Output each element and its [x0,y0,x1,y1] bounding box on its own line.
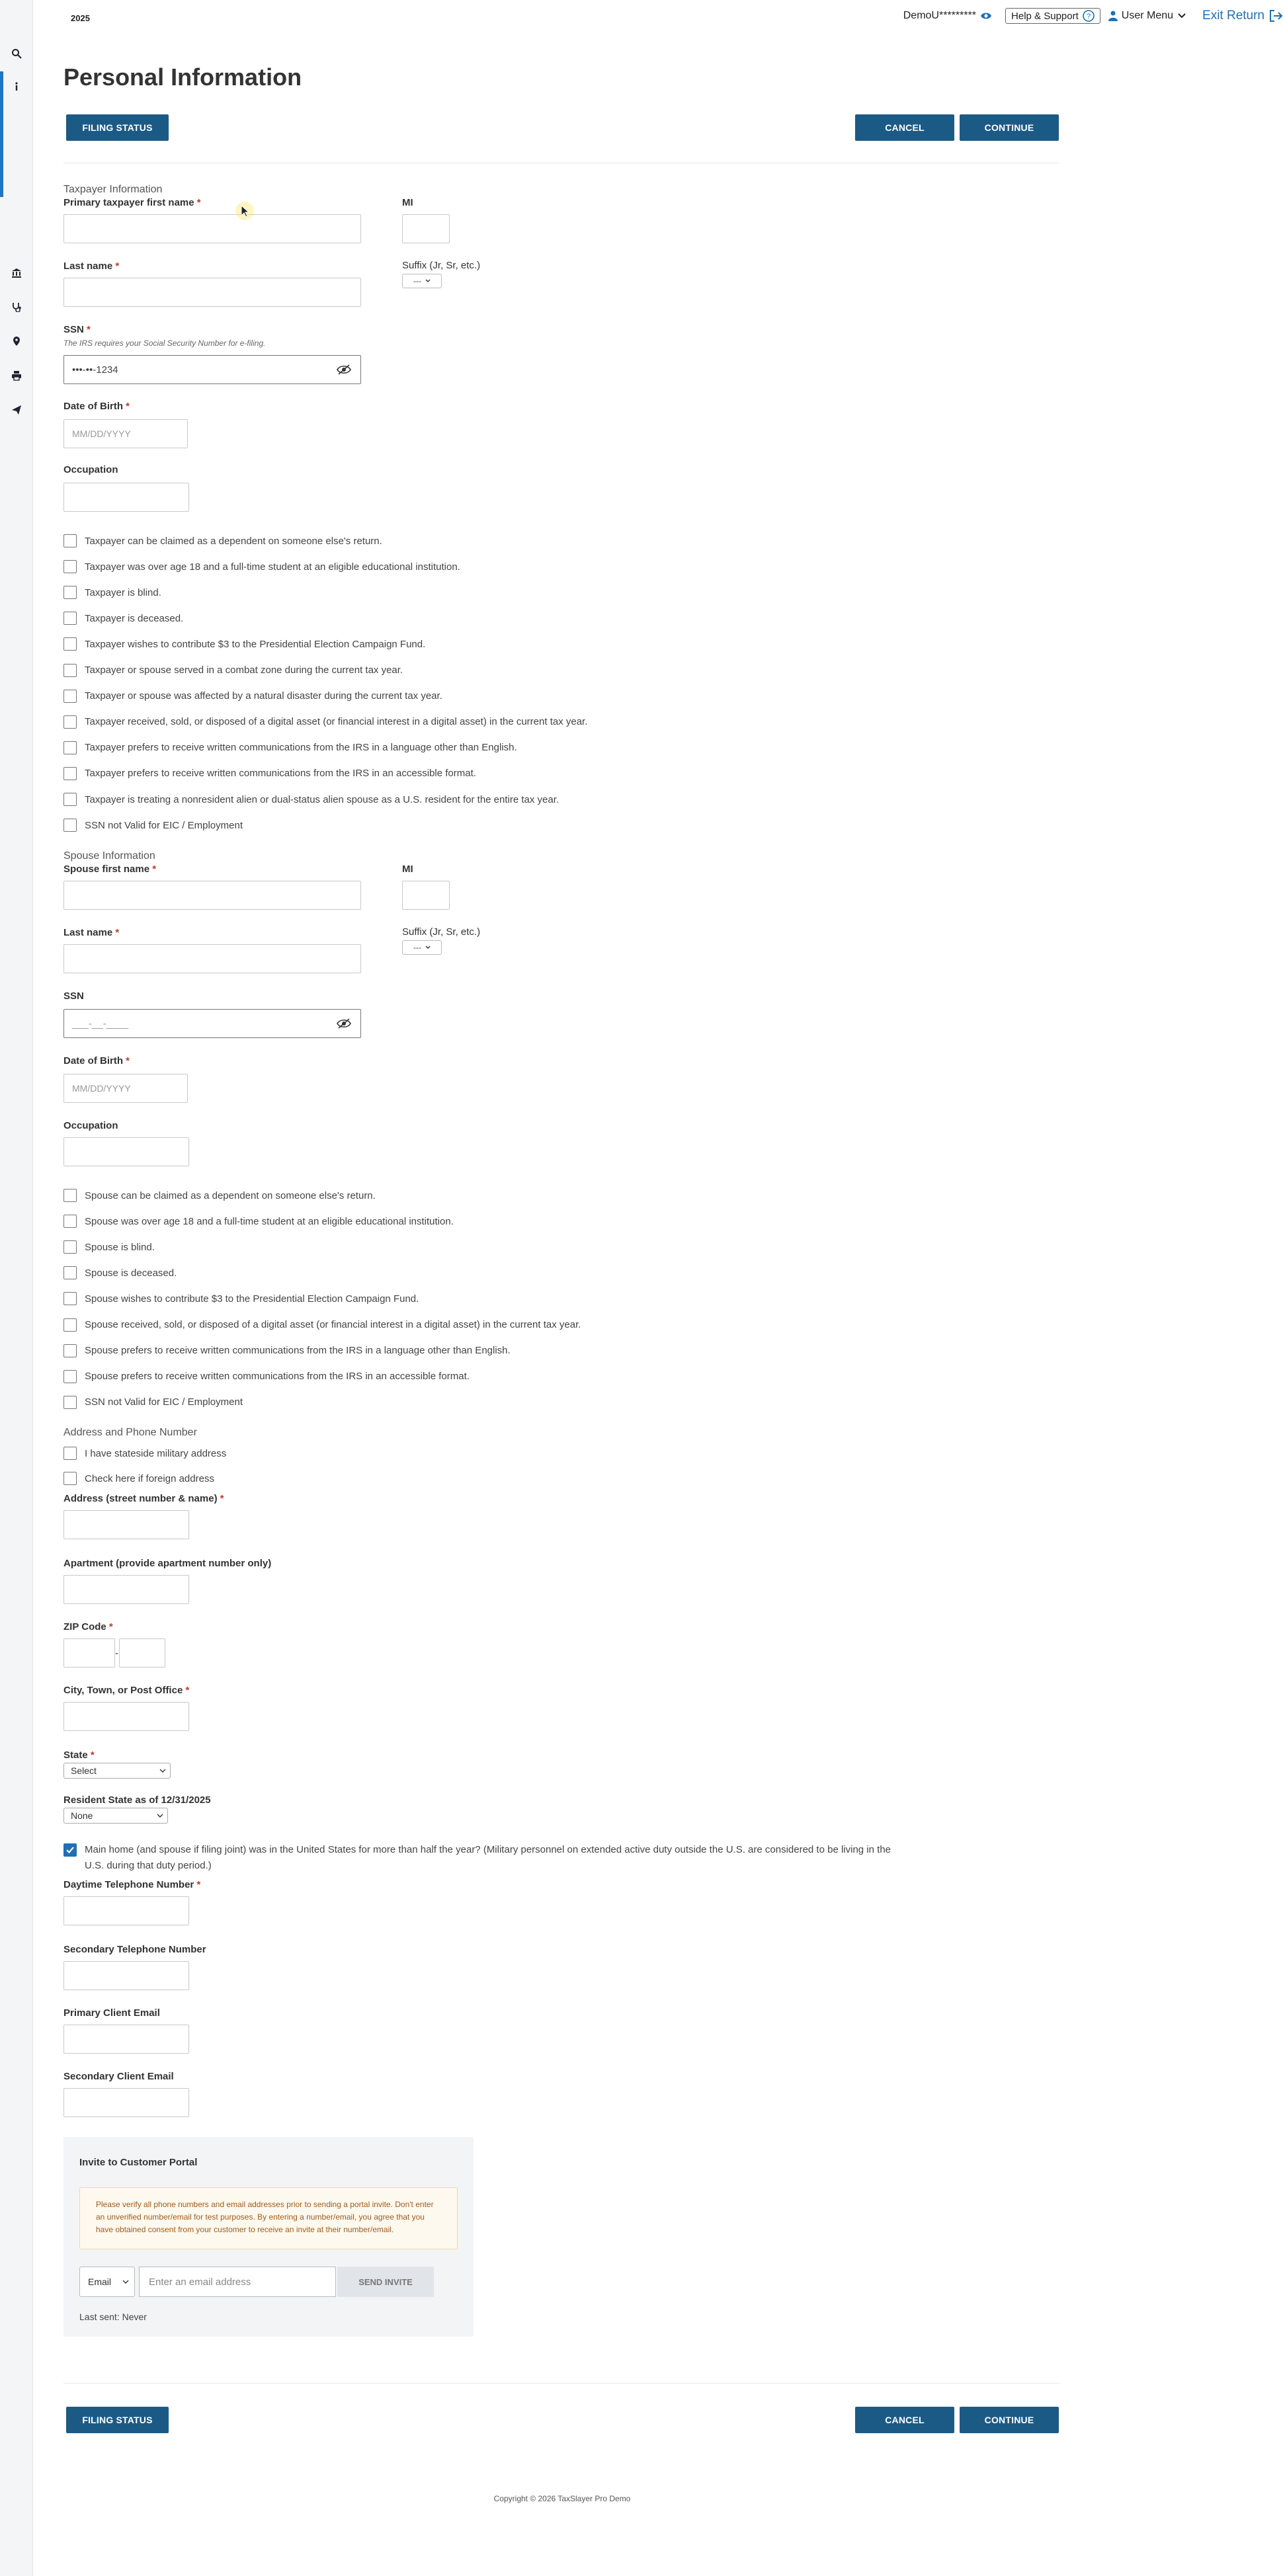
spouse-occupation-input[interactable] [63,1137,189,1166]
eye-slash-icon[interactable] [337,364,351,376]
checkbox-label: Spouse is deceased. [85,1267,177,1279]
taxpayer-checkbox-12[interactable] [63,819,243,832]
continue-button-bottom[interactable]: CONTINUE [960,2407,1059,2433]
send-invite-button[interactable]: SEND INVITE [337,2267,434,2297]
spouse-mi-input[interactable] [402,881,450,910]
portal-email-input[interactable]: Enter an email address [139,2267,336,2297]
checkbox-label: Spouse received, sold, or disposed of a digital asset (or financial interest in a digital asset) in the current tax year. [85,1319,581,1330]
checkbox-label: Taxpayer is blind. [85,586,161,598]
cancel-button[interactable]: CANCEL [855,114,954,141]
checkbox-label: Taxpayer is deceased. [85,612,184,624]
taxpayer-checkbox-6[interactable] [63,664,403,677]
taxpayer-checkbox-11[interactable] [63,793,559,806]
checkbox-box[interactable] [63,1292,77,1305]
apartment-label: Apartment (provide apartment number only) [63,1558,272,1569]
taxpayer-checkbox-3[interactable] [63,586,161,599]
spouse-dob-input[interactable]: MM/DD/YYYY [63,1074,188,1103]
checkbox-box[interactable] [63,690,77,703]
spouse-checkbox-8[interactable] [63,1370,470,1383]
customer-portal-panel [63,2137,474,2337]
checkbox-label: Taxpayer received, sold, or disposed of a digital asset (or financial interest in a digital asset) in the current tax year. [85,716,588,728]
checkbox-label: Taxpayer prefers to receive written communications from the IRS in a language other than English. [85,742,517,754]
occupation-label: Occupation [63,464,118,475]
help-support-label: Help & Support [1011,10,1079,22]
spouse-checkbox-5[interactable] [63,1292,419,1305]
city-label: City, Town, or Post Office * [63,1685,190,1696]
user-menu-label: User Menu [1121,10,1174,21]
mi-input[interactable] [402,214,450,243]
checkbox-label: Taxpayer wishes to contribute $3 to the Presidential Election Campaign Fund. [85,638,426,650]
checkbox-label: SSN not Valid for EIC / Employment [85,1396,243,1408]
exit-icon [1268,9,1283,22]
checkbox-box[interactable] [63,1266,77,1279]
zip-input[interactable] [63,1638,115,1668]
state-label: State * [63,1750,95,1761]
street-input[interactable] [63,1510,189,1539]
checkbox-box[interactable] [63,560,77,573]
header-actions [903,7,1283,25]
spouse-checkbox-4[interactable] [63,1266,177,1279]
spouse-checkbox-3[interactable] [63,1240,155,1254]
chevron-down-icon [1177,13,1186,19]
spouse-section-title: Spouse Information [63,850,155,862]
user-icon [1108,11,1118,21]
primary-email-input[interactable] [63,2025,189,2054]
first-name-label: Primary taxpayer first name * [63,197,201,208]
stethoscope-icon[interactable] [9,300,24,314]
checkbox-box[interactable] [63,1344,77,1357]
eye-icon[interactable] [980,11,992,20]
dob-input[interactable]: MM/DD/YYYY [63,419,188,448]
checkbox-label: Taxpayer or spouse was affected by a natural disaster during the current tax year. [85,690,442,702]
checkbox-label: Spouse wishes to contribute $3 to the Presidential Election Campaign Fund. [85,1293,419,1305]
spouse-checkbox-1[interactable] [63,1189,376,1202]
checkbox-label: Spouse is blind. [85,1241,155,1253]
checkbox-box[interactable] [63,793,77,806]
username: DemoU********* [903,10,977,21]
resident-state-select[interactable]: None [63,1808,168,1824]
page-title: Personal Information [63,63,302,91]
spouse-suffix-select[interactable]: --- [402,940,442,955]
foreign-address-checkbox[interactable]: Check here if foreign address [63,1472,214,1485]
checkbox-box[interactable] [63,1370,77,1383]
taxpayer-checkbox-10[interactable] [63,767,476,780]
checkbox-label: SSN not Valid for EIC / Employment [85,819,243,831]
checkbox-box[interactable] [63,586,77,599]
continue-button[interactable]: CONTINUE [960,114,1059,141]
taxpayer-checkbox-7[interactable] [63,690,442,703]
spouse-checkbox-7[interactable] [63,1344,511,1357]
zip-separator: - [115,1648,118,1659]
taxpayer-checkbox-4[interactable] [63,612,183,625]
rail-active-indicator [0,71,3,197]
checkbox-label: Taxpayer was over age 18 and a full-time student at an eligible educational institution. [85,561,460,573]
ssn-input[interactable] [63,355,361,384]
daytime-phone-label: Daytime Telephone Number * [63,1879,201,1890]
checkbox-label: Taxpayer or spouse served in a combat zone during the current tax year. [85,664,403,676]
main-home-checkbox[interactable]: Main home (and spouse if filing joint) was in the United States for more than half the year? (Military personnel on extended active duty outside the U.S. are considered to be living in the U.S. during that duty period.) [63,1842,897,1874]
user-indicator [903,10,992,22]
checkbox-box[interactable] [63,1215,77,1228]
taxpayer-section-title: Taxpayer Information [63,184,163,195]
copyright: Copyright © 2026 TaxSlayer Pro Demo [493,2494,631,2503]
checkbox-box[interactable] [63,637,77,651]
checkbox-box[interactable] [63,715,77,729]
checkbox-box[interactable] [63,1396,77,1409]
print-icon[interactable] [9,368,24,383]
ssn-value: •••-••-1234 [72,364,118,376]
spouse-suffix-label: Suffix (Jr, Sr, etc.) [402,926,481,938]
tax-year: 2025 [71,13,90,23]
exit-return-link[interactable] [1202,9,1283,23]
checkbox-box[interactable] [63,819,77,832]
primary-email-label: Primary Client Email [63,2007,160,2019]
daytime-phone-input[interactable] [63,1896,189,1925]
send-icon[interactable] [9,403,24,417]
apartment-input[interactable] [63,1575,189,1604]
military-address-checkbox[interactable]: I have stateside military address [63,1447,226,1460]
user-menu[interactable] [1108,10,1186,22]
taxpayer-checkbox-2[interactable] [63,560,460,573]
checkbox-label: Taxpayer prefers to receive written communications from the IRS in an accessible format. [85,768,476,780]
zip-label: ZIP Code * [63,1621,113,1632]
spouse-ssn-input[interactable] [63,1009,361,1038]
spouse-occupation-label: Occupation [63,1120,118,1131]
taxpayer-checkbox-8[interactable] [63,715,587,729]
checkbox-label: Taxpayer can be claimed as a dependent on someone else's return. [85,535,382,547]
spouse-first-name-label: Spouse first name * [63,864,157,875]
resident-state-label: Resident State as of 12/31/2025 [63,1794,211,1806]
mi-label: MI [402,197,413,208]
spouse-checkbox-6[interactable] [63,1318,581,1332]
help-support-button[interactable] [1005,8,1100,24]
info-icon[interactable] [9,79,24,94]
bank-icon[interactable] [9,266,24,280]
checkbox-box[interactable] [63,1240,77,1254]
ssn-label: SSN * [63,324,91,335]
zip-ext-input[interactable] [119,1638,165,1668]
spouse-mi-label: MI [402,864,413,875]
spouse-checkbox-9[interactable] [63,1396,243,1409]
last-name-input[interactable] [63,278,361,307]
search-icon[interactable] [9,46,24,61]
occupation-input[interactable] [63,483,189,512]
secondary-phone-label: Secondary Telephone Number [63,1944,206,1955]
spouse-ssn-placeholder: ___-__-____ [72,1018,129,1029]
secondary-email-input[interactable] [63,2088,189,2117]
checkbox-box[interactable] [63,767,77,780]
taxpayer-checkbox-5[interactable] [63,637,425,651]
left-rail [0,0,33,2576]
first-name-input[interactable] [63,214,361,243]
eye-slash-icon[interactable] [337,1018,351,1029]
suffix-select[interactable]: --- [402,274,442,288]
portal-last-sent: Last sent: Never [79,2312,147,2322]
checkbox-box[interactable] [63,741,77,754]
checkbox-box[interactable] [63,664,77,677]
portal-title: Invite to Customer Portal [79,2157,198,2168]
spouse-ssn-label: SSN [63,990,84,1002]
portal-warning: Please verify all phone numbers and email addresses prior to sending a portal invite. Don't enter an unverified number/email for test purposes. By entering a number/email, you agree that you have obtained consent from your customer to receive an invite at their number/email. [79,2187,458,2249]
filing-status-button[interactable]: FILING STATUS [66,114,169,141]
checkbox-label: Taxpayer is treating a nonresident alien or dual-status alien spouse as a U.S. resident for the entire tax year. [85,793,559,805]
filing-status-button-bottom[interactable]: FILING STATUS [66,2407,169,2433]
cancel-button-bottom[interactable]: CANCEL [855,2407,954,2433]
question-circle-icon [1083,10,1095,22]
checkbox-box[interactable] [63,612,77,625]
checkbox-label: Spouse can be claimed as a dependent on someone else's return. [85,1189,376,1201]
taxpayer-checkbox-9[interactable] [63,741,517,754]
bottom-divider [63,2383,1059,2384]
svg-text:?: ? [1086,13,1091,20]
street-label: Address (street number & name) * [63,1493,224,1504]
last-name-label: Last name * [63,261,120,272]
portal-contact-type-select[interactable]: Email [79,2267,135,2297]
address-section-title: Address and Phone Number [63,1427,197,1438]
spouse-last-name-label: Last name * [63,927,120,938]
ssn-hint: The IRS requires your Social Security Number for e-filing. [63,339,266,348]
secondary-phone-input[interactable] [63,1961,189,1990]
taxpayer-checkbox-1[interactable] [63,534,382,547]
exit-return-label: Exit Return [1202,9,1264,22]
checkbox-box[interactable] [63,534,77,547]
state-select[interactable]: Select [63,1763,171,1779]
secondary-email-label: Secondary Client Email [63,2071,174,2082]
spouse-first-name-input[interactable] [63,881,361,910]
suffix-label: Suffix (Jr, Sr, etc.) [402,260,481,271]
checkbox-box[interactable] [63,1318,77,1332]
checkbox-label: Spouse was over age 18 and a full-time student at an eligible educational institution. [85,1215,454,1227]
city-input[interactable] [63,1702,189,1731]
spouse-last-name-input[interactable] [63,944,361,973]
checkbox-box[interactable] [63,1189,77,1202]
spouse-checkbox-2[interactable] [63,1215,454,1228]
map-pin-icon[interactable] [9,334,24,348]
checkbox-label: Spouse prefers to receive written communications from the IRS in a language other than English. [85,1345,511,1357]
spouse-dob-label: Date of Birth * [63,1055,130,1067]
mouse-cursor-icon [235,201,255,221]
checkbox-label: Spouse prefers to receive written communications from the IRS in an accessible format. [85,1371,470,1383]
dob-label: Date of Birth * [63,401,130,412]
